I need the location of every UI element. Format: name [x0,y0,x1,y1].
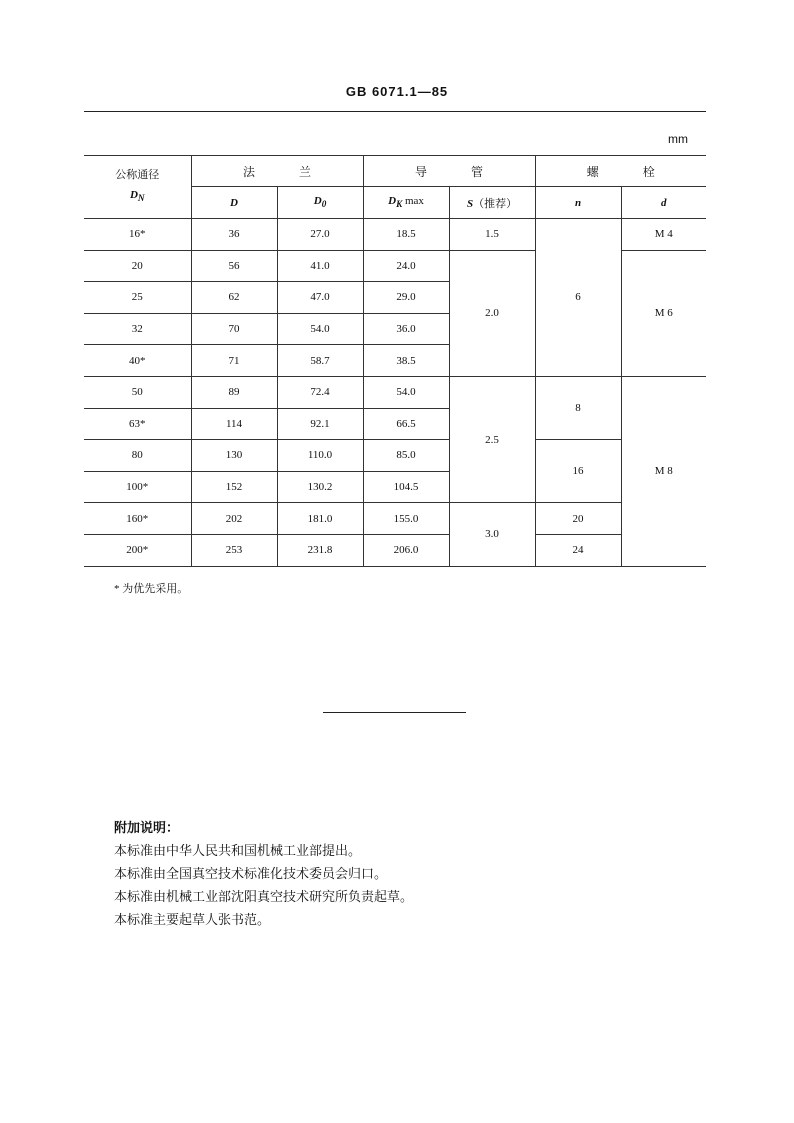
cell-DK: 104.5 [363,471,449,503]
cell-D: 114 [191,408,277,440]
header-n [535,187,621,219]
appendix-line: 本标准由机械工业部沈阳真空技术研究所负责起草。 [114,889,414,904]
cell-D: 89 [191,376,277,408]
header-S [449,187,535,219]
cell-n: 6 [535,219,621,377]
header-tube-group [363,156,535,187]
closing-rule [323,712,466,713]
header-dn-subscript: N [137,193,145,204]
cell-D0: 72.4 [277,376,363,408]
appendix-line: 本标准由中华人民共和国机械工业部提出。 [114,843,362,858]
cell-D: 202 [191,503,277,535]
unit-label: mm [668,132,688,146]
header-D0-symbol: D [313,195,322,208]
cell-dn: 160* [84,503,191,535]
cell-D0: 181.0 [277,503,363,535]
header-bolt-group-label: 螺栓 [586,164,699,179]
header-S-suffix: （推荐） [473,197,518,210]
cell-dn: 80 [84,440,191,472]
table-header-row-1 [84,156,706,187]
cell-D0: 41.0 [277,250,363,282]
standard-code-header: GB 6071.1—85 [345,84,449,99]
header-flange-group [191,156,363,187]
cell-D0: 231.8 [277,534,363,566]
cell-DK: 18.5 [363,219,449,251]
cell-DK: 155.0 [363,503,449,535]
cell-DK: 29.0 [363,282,449,314]
appendix-section [114,816,413,931]
cell-dn: 40* [84,345,191,377]
cell-DK: 66.5 [363,408,449,440]
cell-D: 152 [191,471,277,503]
cell-dn: 32 [84,313,191,345]
cell-D: 253 [191,534,277,566]
table-row [84,219,706,251]
cell-DK: 54.0 [363,376,449,408]
header-DK [363,187,449,219]
cell-dn: 16* [84,219,191,251]
header-DK-symbol: D [388,195,397,208]
header-tube-group-label: 导管 [415,164,528,179]
header-d-symbol: d [661,196,667,209]
table-row [84,534,706,566]
cell-D0: 110.0 [277,440,363,472]
cell-n: 16 [535,440,621,503]
header-D [191,187,277,219]
cell-S: 1.5 [449,219,535,251]
cell-D: 36 [191,219,277,251]
cell-DK: 36.0 [363,313,449,345]
cell-S: 2.5 [449,376,535,502]
header-d [621,187,706,219]
header-D0-subscript: 0 [321,199,327,210]
cell-n: 24 [535,534,621,566]
cell-d: M 6 [621,250,706,376]
cell-DK: 24.0 [363,250,449,282]
cell-d: M 8 [621,376,706,566]
cell-dn: 100* [84,471,191,503]
table-row [84,503,706,535]
cell-S: 2.0 [449,250,535,376]
cell-D: 71 [191,345,277,377]
table-row [84,376,706,408]
table-row [84,440,706,472]
cell-D0: 130.2 [277,471,363,503]
cell-DK: 206.0 [363,534,449,566]
header-D0 [277,187,363,219]
header-flange-group-label: 法兰 [243,164,356,179]
cell-dn: 20 [84,250,191,282]
cell-dn: 200* [84,534,191,566]
cell-DK: 85.0 [363,440,449,472]
appendix-line: 本标准由全国真空技术标准化技术委员会归口。 [114,866,388,881]
appendix-title: 附加说明： [114,820,180,835]
appendix-line: 本标准主要起草人张书范。 [114,912,271,927]
cell-n: 8 [535,376,621,439]
header-dn-symbol: D [129,189,138,202]
cell-DK: 38.5 [363,345,449,377]
header-n-symbol: n [574,196,582,209]
cell-D0: 27.0 [277,219,363,251]
cell-D: 70 [191,313,277,345]
cell-D0: 58.7 [277,345,363,377]
header-DK-subscript: K [396,199,403,210]
header-dn-label: 公称通径 [115,169,160,182]
cell-dn: 50 [84,376,191,408]
cell-d: M 4 [621,219,706,251]
header-rule [84,111,706,112]
cell-D0: 92.1 [277,408,363,440]
cell-dn: 25 [84,282,191,314]
header-S-symbol: S [466,197,474,210]
cell-S: 3.0 [449,503,535,566]
cell-D0: 47.0 [277,282,363,314]
cell-D: 56 [191,250,277,282]
cell-dn: 63* [84,408,191,440]
header-DK-suffix: max [402,195,424,208]
header-nominal-diameter [84,156,191,219]
cell-D: 62 [191,282,277,314]
cell-n: 20 [535,503,621,535]
cell-D0: 54.0 [277,313,363,345]
header-bolt-group [535,156,706,187]
preferred-footnote: * 为优先采用。 [114,583,189,595]
cell-D: 130 [191,440,277,472]
flange-dimension-table [84,155,706,567]
header-D-symbol: D [230,196,238,209]
